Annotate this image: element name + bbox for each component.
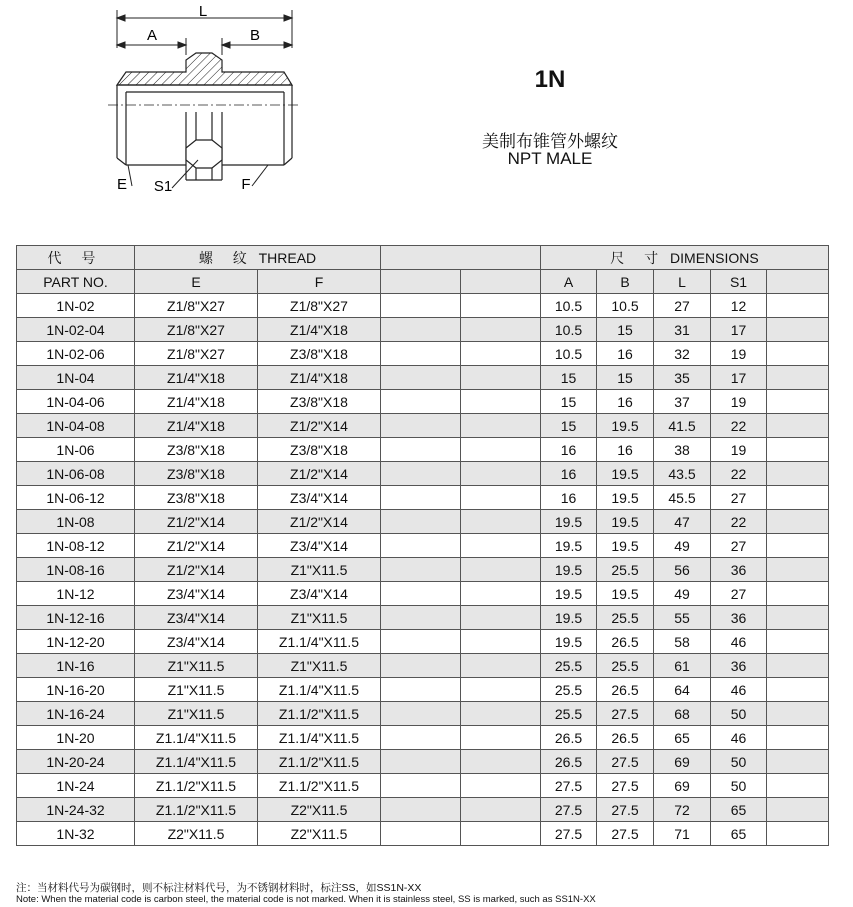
cell-b: 19.5 <box>597 462 654 486</box>
cell-b: 19.5 <box>597 414 654 438</box>
cell-a: 26.5 <box>541 750 597 774</box>
header-blank <box>381 246 541 270</box>
cell-empty-4 <box>461 582 541 606</box>
cell-s1: 50 <box>711 774 767 798</box>
header-code-cn: 代 号 <box>17 246 135 270</box>
cell-b: 27.5 <box>597 750 654 774</box>
cell-empty-9 <box>767 726 829 750</box>
cell-empty-3 <box>381 702 461 726</box>
label-a: A <box>146 27 158 44</box>
cell-a: 16 <box>541 438 597 462</box>
cell-l: 69 <box>654 750 711 774</box>
cell-a: 15 <box>541 390 597 414</box>
cell-empty-9 <box>767 750 829 774</box>
cell-b: 26.5 <box>597 630 654 654</box>
cell-empty-3 <box>381 822 461 846</box>
cell-l: 38 <box>654 438 711 462</box>
label-b: B <box>249 27 261 44</box>
cell-f: Z1/2"X14 <box>258 510 381 534</box>
cell-empty-3 <box>381 486 461 510</box>
cell-f: Z2"X11.5 <box>258 822 381 846</box>
cell-empty-3 <box>381 582 461 606</box>
cell-s1: 50 <box>711 750 767 774</box>
table-row <box>17 366 829 390</box>
cell-f: Z3/8"X18 <box>258 438 381 462</box>
cell-part: 1N-12-16 <box>17 606 135 630</box>
cell-empty-4 <box>461 438 541 462</box>
cell-a: 27.5 <box>541 774 597 798</box>
cell-l: 47 <box>654 510 711 534</box>
cell-empty-4 <box>461 630 541 654</box>
cell-f: Z1.1/4"X11.5 <box>258 726 381 750</box>
cell-e: Z1"X11.5 <box>135 654 258 678</box>
cell-part: 1N-24 <box>17 774 135 798</box>
cell-b: 19.5 <box>597 486 654 510</box>
cell-b: 25.5 <box>597 654 654 678</box>
cell-empty-4 <box>461 534 541 558</box>
cell-s1: 12 <box>711 294 767 318</box>
cell-a: 10.5 <box>541 342 597 366</box>
cell-b: 15 <box>597 366 654 390</box>
cell-f: Z1"X11.5 <box>258 606 381 630</box>
cell-b: 10.5 <box>597 294 654 318</box>
cell-l: 64 <box>654 678 711 702</box>
cell-part: 1N-12-20 <box>17 630 135 654</box>
cell-l: 41.5 <box>654 414 711 438</box>
cell-e: Z3/4"X14 <box>135 582 258 606</box>
cell-empty-3 <box>381 414 461 438</box>
table-row <box>17 726 829 750</box>
header-empty-1 <box>381 270 461 294</box>
label-l: L <box>198 3 208 20</box>
table-row <box>17 558 829 582</box>
cell-empty-3 <box>381 342 461 366</box>
table-row <box>17 414 829 438</box>
cell-empty-9 <box>767 702 829 726</box>
cell-part: 1N-20 <box>17 726 135 750</box>
cell-empty-9 <box>767 678 829 702</box>
cell-l: 49 <box>654 582 711 606</box>
product-name-en: NPT MALE <box>507 149 593 168</box>
cell-s1: 19 <box>711 438 767 462</box>
cell-a: 19.5 <box>541 582 597 606</box>
cell-part: 1N-20-24 <box>17 750 135 774</box>
cell-f: Z3/4"X14 <box>258 486 381 510</box>
cell-l: 56 <box>654 558 711 582</box>
table-row <box>17 798 829 822</box>
cell-s1: 19 <box>711 390 767 414</box>
cell-f: Z1.1/2"X11.5 <box>258 774 381 798</box>
table-row <box>17 822 829 846</box>
cell-e: Z2"X11.5 <box>135 822 258 846</box>
product-name-cn: 美制布锥管外螺纹 <box>482 132 618 151</box>
cell-l: 45.5 <box>654 486 711 510</box>
cell-f: Z2"X11.5 <box>258 798 381 822</box>
table-row <box>17 390 829 414</box>
cell-empty-4 <box>461 774 541 798</box>
header-f: F <box>258 270 381 294</box>
cell-l: 27 <box>654 294 711 318</box>
cell-empty-3 <box>381 726 461 750</box>
label-e: E <box>116 176 128 193</box>
cell-e: Z1/2"X14 <box>135 534 258 558</box>
table-row <box>17 510 829 534</box>
header-dimensions <box>541 246 829 270</box>
cell-a: 25.5 <box>541 678 597 702</box>
cell-part: 1N-06-12 <box>17 486 135 510</box>
cell-empty-3 <box>381 294 461 318</box>
table-row <box>17 342 829 366</box>
cell-part: 1N-06 <box>17 438 135 462</box>
cell-e: Z1"X11.5 <box>135 702 258 726</box>
cell-a: 25.5 <box>541 654 597 678</box>
cell-empty-4 <box>461 654 541 678</box>
cell-e: Z3/8"X18 <box>135 486 258 510</box>
cell-s1: 27 <box>711 582 767 606</box>
cell-empty-9 <box>767 486 829 510</box>
cell-b: 16 <box>597 390 654 414</box>
section-hatch <box>117 53 292 85</box>
cell-s1: 36 <box>711 558 767 582</box>
cell-empty-3 <box>381 606 461 630</box>
cell-l: 37 <box>654 390 711 414</box>
cell-f: Z1/8"X27 <box>258 294 381 318</box>
cell-b: 27.5 <box>597 774 654 798</box>
cell-s1: 19 <box>711 342 767 366</box>
cell-empty-9 <box>767 534 829 558</box>
cell-part: 1N-02-04 <box>17 318 135 342</box>
cell-b: 26.5 <box>597 726 654 750</box>
cell-a: 25.5 <box>541 702 597 726</box>
cell-empty-3 <box>381 750 461 774</box>
cell-e: Z1/2"X14 <box>135 510 258 534</box>
cell-l: 69 <box>654 774 711 798</box>
cell-f: Z3/8"X18 <box>258 342 381 366</box>
cell-empty-3 <box>381 462 461 486</box>
cell-empty-4 <box>461 558 541 582</box>
cell-a: 19.5 <box>541 630 597 654</box>
table-row <box>17 582 829 606</box>
cell-b: 19.5 <box>597 582 654 606</box>
cell-empty-4 <box>461 366 541 390</box>
cell-a: 10.5 <box>541 294 597 318</box>
cell-s1: 36 <box>711 606 767 630</box>
cell-empty-9 <box>767 438 829 462</box>
cell-part: 1N-16 <box>17 654 135 678</box>
cell-part: 1N-08-16 <box>17 558 135 582</box>
cell-e: Z1.1/4"X11.5 <box>135 726 258 750</box>
cell-empty-3 <box>381 438 461 462</box>
cell-e: Z1/8"X27 <box>135 318 258 342</box>
cell-a: 26.5 <box>541 726 597 750</box>
cell-empty-9 <box>767 822 829 846</box>
note-en: Note: When the material code is carbon steel, the material code is not marked. When it is stainless steel, SS is marked, such as SS1N-XX <box>16 894 596 905</box>
cell-empty-3 <box>381 678 461 702</box>
cell-part: 1N-02 <box>17 294 135 318</box>
table-row <box>17 678 829 702</box>
cell-b: 19.5 <box>597 510 654 534</box>
cell-empty-3 <box>381 366 461 390</box>
cell-empty-4 <box>461 798 541 822</box>
header-dim-cn: 尺 寸 <box>610 249 667 266</box>
header-b: B <box>597 270 654 294</box>
cell-a: 15 <box>541 414 597 438</box>
cell-empty-9 <box>767 558 829 582</box>
cell-l: 71 <box>654 822 711 846</box>
cell-s1: 46 <box>711 726 767 750</box>
header-e: E <box>135 270 258 294</box>
cell-empty-9 <box>767 510 829 534</box>
cell-b: 27.5 <box>597 798 654 822</box>
cell-f: Z1.1/4"X11.5 <box>258 678 381 702</box>
cell-empty-3 <box>381 318 461 342</box>
cell-empty-9 <box>767 798 829 822</box>
table-row <box>17 702 829 726</box>
cell-empty-4 <box>461 702 541 726</box>
cell-l: 32 <box>654 342 711 366</box>
cell-f: Z1/4"X18 <box>258 366 381 390</box>
cell-empty-4 <box>461 318 541 342</box>
cell-f: Z1"X11.5 <box>258 654 381 678</box>
cell-b: 27.5 <box>597 702 654 726</box>
table-row <box>17 630 829 654</box>
cell-empty-9 <box>767 414 829 438</box>
cell-l: 43.5 <box>654 462 711 486</box>
table-row <box>17 294 829 318</box>
header-part-no: PART NO. <box>17 270 135 294</box>
cell-e: Z1/4"X18 <box>135 366 258 390</box>
header-empty-2 <box>461 270 541 294</box>
cell-empty-9 <box>767 606 829 630</box>
cell-empty-3 <box>381 534 461 558</box>
cell-l: 72 <box>654 798 711 822</box>
cell-empty-4 <box>461 510 541 534</box>
cell-s1: 22 <box>711 414 767 438</box>
cell-empty-3 <box>381 390 461 414</box>
table-row <box>17 654 829 678</box>
cell-f: Z3/4"X14 <box>258 534 381 558</box>
cell-b: 26.5 <box>597 678 654 702</box>
cell-l: 61 <box>654 654 711 678</box>
table-row <box>17 486 829 510</box>
cell-e: Z1/4"X18 <box>135 390 258 414</box>
cell-l: 58 <box>654 630 711 654</box>
cell-b: 15 <box>597 318 654 342</box>
cell-b: 27.5 <box>597 822 654 846</box>
cell-a: 19.5 <box>541 534 597 558</box>
cell-a: 19.5 <box>541 558 597 582</box>
cell-empty-9 <box>767 774 829 798</box>
cell-f: Z1.1/2"X11.5 <box>258 750 381 774</box>
cell-empty-3 <box>381 558 461 582</box>
cell-empty-9 <box>767 390 829 414</box>
cell-l: 55 <box>654 606 711 630</box>
fitting-drawing <box>100 0 300 200</box>
cell-s1: 27 <box>711 486 767 510</box>
cell-empty-9 <box>767 318 829 342</box>
header-thread <box>135 246 381 270</box>
cell-b: 19.5 <box>597 534 654 558</box>
cell-s1: 22 <box>711 510 767 534</box>
cell-l: 49 <box>654 534 711 558</box>
cell-empty-9 <box>767 294 829 318</box>
cell-part: 1N-32 <box>17 822 135 846</box>
cell-e: Z1.1/2"X11.5 <box>135 798 258 822</box>
cell-empty-9 <box>767 582 829 606</box>
spec-table <box>16 245 829 846</box>
cell-part: 1N-04-06 <box>17 390 135 414</box>
cell-a: 19.5 <box>541 510 597 534</box>
cell-f: Z1/4"X18 <box>258 318 381 342</box>
cell-e: Z3/8"X18 <box>135 438 258 462</box>
header-a: A <box>541 270 597 294</box>
cell-empty-9 <box>767 630 829 654</box>
cell-b: 16 <box>597 438 654 462</box>
cell-f: Z1/2"X14 <box>258 462 381 486</box>
cell-empty-4 <box>461 390 541 414</box>
cell-part: 1N-04 <box>17 366 135 390</box>
table-row <box>17 462 829 486</box>
cell-part: 1N-12 <box>17 582 135 606</box>
cell-empty-4 <box>461 342 541 366</box>
note-cn: 注：当材料代号为碳钢时，则不标注材料代号，为不锈钢材料时，标注SS，如SS1N-XX <box>16 882 422 894</box>
cell-empty-4 <box>461 606 541 630</box>
cell-e: Z1/4"X18 <box>135 414 258 438</box>
cell-e: Z1"X11.5 <box>135 678 258 702</box>
cell-e: Z1.1/2"X11.5 <box>135 774 258 798</box>
cell-a: 16 <box>541 486 597 510</box>
table-row <box>17 438 829 462</box>
cell-e: Z1/2"X14 <box>135 558 258 582</box>
cell-empty-9 <box>767 342 829 366</box>
cell-f: Z3/4"X14 <box>258 582 381 606</box>
cell-empty-3 <box>381 774 461 798</box>
cell-empty-9 <box>767 654 829 678</box>
cell-l: 35 <box>654 366 711 390</box>
header-row-1 <box>17 246 829 270</box>
cell-part: 1N-08-12 <box>17 534 135 558</box>
cell-e: Z3/4"X14 <box>135 630 258 654</box>
cell-s1: 65 <box>711 822 767 846</box>
cell-e: Z1/8"X27 <box>135 294 258 318</box>
table-row <box>17 750 829 774</box>
cell-empty-4 <box>461 750 541 774</box>
cell-s1: 50 <box>711 702 767 726</box>
cell-f: Z1"X11.5 <box>258 558 381 582</box>
cell-s1: 46 <box>711 678 767 702</box>
label-f: F <box>241 176 251 193</box>
cell-empty-3 <box>381 630 461 654</box>
table-row <box>17 534 829 558</box>
cell-b: 25.5 <box>597 606 654 630</box>
cell-empty-4 <box>461 726 541 750</box>
cell-part: 1N-16-20 <box>17 678 135 702</box>
cell-f: Z3/8"X18 <box>258 390 381 414</box>
cell-empty-3 <box>381 510 461 534</box>
cell-empty-4 <box>461 294 541 318</box>
cell-l: 65 <box>654 726 711 750</box>
header-l: L <box>654 270 711 294</box>
header-thread-en: THREAD <box>258 249 317 266</box>
cell-empty-4 <box>461 486 541 510</box>
cell-e: Z1/8"X27 <box>135 342 258 366</box>
cell-s1: 46 <box>711 630 767 654</box>
cell-a: 19.5 <box>541 606 597 630</box>
cell-s1: 65 <box>711 798 767 822</box>
cell-part: 1N-06-08 <box>17 462 135 486</box>
cell-e: Z3/8"X18 <box>135 462 258 486</box>
cell-a: 16 <box>541 462 597 486</box>
cell-s1: 17 <box>711 366 767 390</box>
header-empty-3 <box>767 270 829 294</box>
hex-nut <box>186 140 222 168</box>
label-s1: S1 <box>153 178 173 195</box>
cell-empty-9 <box>767 366 829 390</box>
cell-s1: 17 <box>711 318 767 342</box>
product-code: 1N <box>534 66 566 93</box>
cell-e: Z3/4"X14 <box>135 606 258 630</box>
cell-part: 1N-24-32 <box>17 798 135 822</box>
cell-empty-4 <box>461 678 541 702</box>
cell-e: Z1.1/4"X11.5 <box>135 750 258 774</box>
cell-s1: 36 <box>711 654 767 678</box>
cell-a: 10.5 <box>541 318 597 342</box>
cell-l: 31 <box>654 318 711 342</box>
header-thread-cn: 螺 纹 <box>198 249 255 266</box>
cell-s1: 22 <box>711 462 767 486</box>
cell-part: 1N-16-24 <box>17 702 135 726</box>
cell-s1: 27 <box>711 534 767 558</box>
header-row-2 <box>17 270 829 294</box>
cell-empty-4 <box>461 462 541 486</box>
cell-l: 68 <box>654 702 711 726</box>
header-s1: S1 <box>711 270 767 294</box>
cell-empty-3 <box>381 798 461 822</box>
table-row <box>17 318 829 342</box>
table-row <box>17 774 829 798</box>
cell-part: 1N-02-06 <box>17 342 135 366</box>
cell-a: 27.5 <box>541 822 597 846</box>
cell-f: Z1.1/4"X11.5 <box>258 630 381 654</box>
cell-a: 27.5 <box>541 798 597 822</box>
cell-f: Z1/2"X14 <box>258 414 381 438</box>
cell-b: 25.5 <box>597 558 654 582</box>
cell-part: 1N-04-08 <box>17 414 135 438</box>
cell-empty-3 <box>381 654 461 678</box>
cell-a: 15 <box>541 366 597 390</box>
cell-empty-9 <box>767 462 829 486</box>
cell-b: 16 <box>597 342 654 366</box>
cell-empty-4 <box>461 822 541 846</box>
table-row <box>17 606 829 630</box>
header-dim-en: DIMENSIONS <box>670 249 759 266</box>
cell-part: 1N-08 <box>17 510 135 534</box>
cell-f: Z1.1/2"X11.5 <box>258 702 381 726</box>
cell-empty-4 <box>461 414 541 438</box>
